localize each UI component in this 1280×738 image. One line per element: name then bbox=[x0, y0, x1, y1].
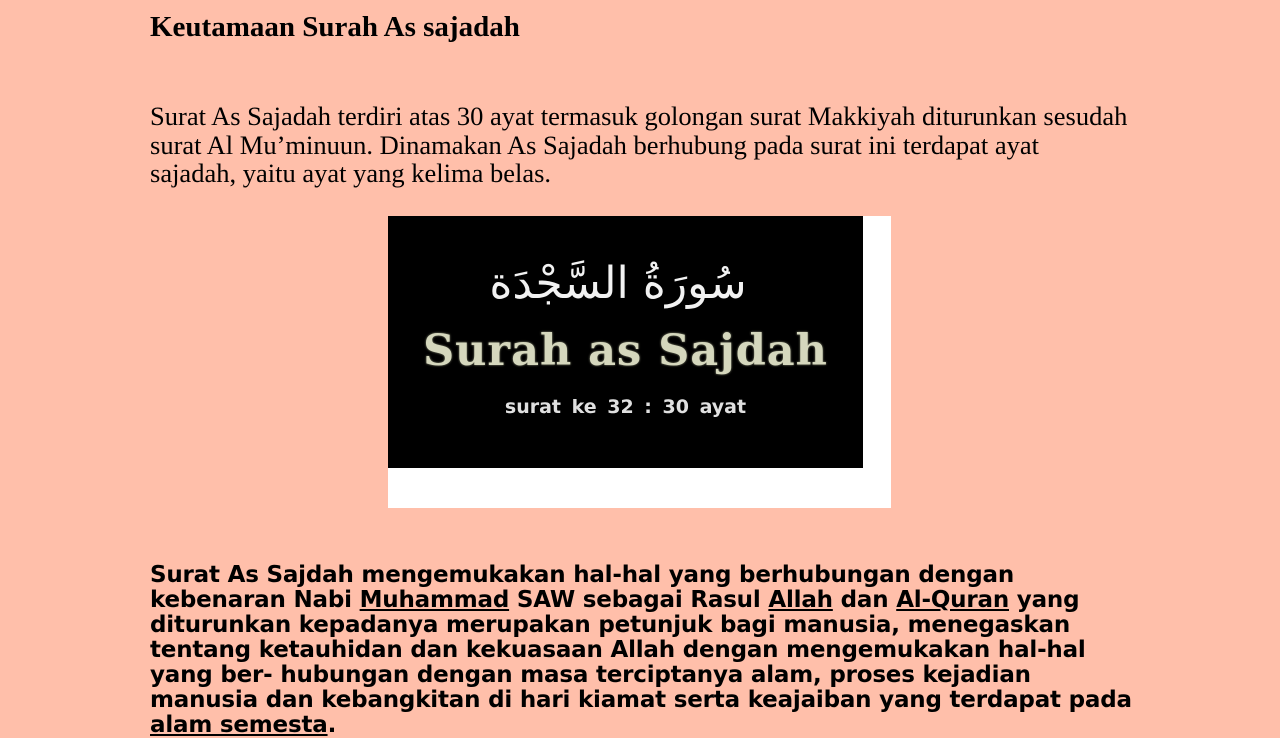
intro-paragraph: Surat As Sajadah terdiri atas 30 ayat termasuk golongan surat Makkiyah diturunkan sesudah surat Al Mu’minuun. Dinamakan As Sajadah berhubung pada surat ini terdapat ayat sajadah, yaitu ayat yang kelima belas. bbox=[150, 101, 1128, 188]
article-title: Keutamaan Surah As sajadah bbox=[150, 11, 520, 43]
link-muhammad[interactable]: Muhammad bbox=[359, 587, 510, 613]
link-alam-semesta[interactable]: alam semesta bbox=[150, 712, 328, 738]
surah-banner bbox=[388, 216, 863, 468]
banner-subtitle: surat ke 32 : 30 ayat bbox=[504, 396, 747, 418]
banner-title: Surah as Sajdah bbox=[423, 326, 828, 376]
body-text: Surat As Sajdah mengemukakan hal-hal yang berhubungan dengan kebenaran Nabi bbox=[150, 562, 1014, 613]
body-text: yang diturunkan kepadanya merupakan petunjuk bagi manusia, menegaskan tentang ketauhidan dan kekuasaan Allah dengan mengemukakan hal-hal yang ber- hubungan dengan masa terciptanya alam, proses kejadian manusia dan kebangkitan di hari kiamat serta keajaiban yang terdapat pada bbox=[150, 587, 1132, 713]
body-text: . bbox=[327, 712, 337, 738]
surah-image bbox=[388, 216, 891, 508]
arabic-calligraphy-text: سُورَةُ السَّجْدَة bbox=[489, 258, 747, 309]
body-text: dan bbox=[832, 587, 897, 613]
body-paragraph bbox=[150, 563, 1140, 738]
link-allah[interactable]: Allah bbox=[768, 587, 833, 613]
arabic-calligraphy bbox=[489, 236, 747, 326]
body-text: SAW sebagai Rasul bbox=[509, 587, 769, 613]
link-al-quran[interactable]: Al-Quran bbox=[896, 587, 1009, 613]
